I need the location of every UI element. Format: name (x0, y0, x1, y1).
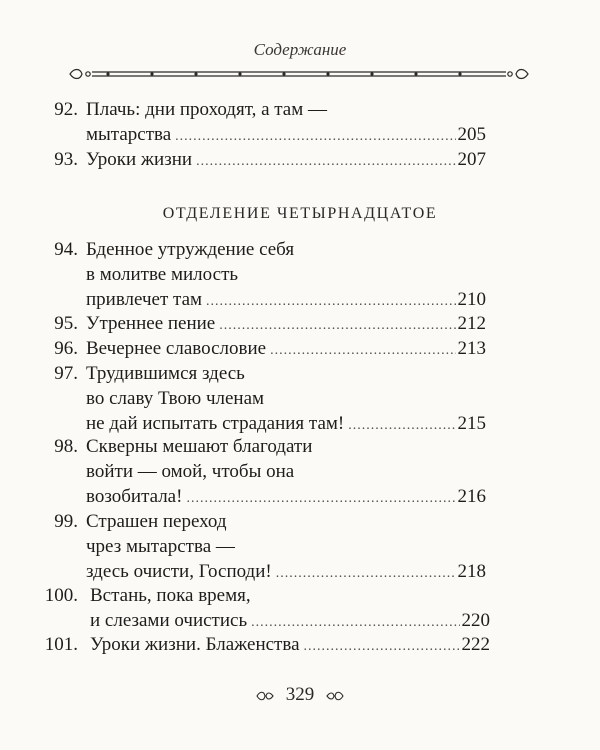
section-title: ОТДЕЛЕНИЕ ЧЕТЫРНАДЦАТОЕ (162, 205, 438, 222)
entry-title-line: чрез мытарства — (86, 536, 235, 557)
entry-title-line: Скверны мешают благодати (86, 436, 313, 457)
entry-number: 94. (54, 239, 78, 260)
entry-title-line: возобитала! (86, 486, 183, 507)
entry-page-number: 215 (457, 413, 486, 434)
dot-leader (186, 486, 455, 511)
entry-title-line: в молитве милость (86, 264, 239, 285)
entry-page-number: 220 (461, 610, 490, 631)
entry-number: 98. (54, 436, 78, 457)
entry-title-line: Утреннее пение (86, 313, 216, 334)
entry-page-number: 213 (457, 338, 486, 359)
page-folio (0, 684, 600, 706)
entry-title-line: Страшен переход (86, 511, 227, 532)
entry-title-line: привлечет там (86, 289, 203, 310)
entry-number: 99. (54, 511, 78, 532)
entry-number: 95. (54, 313, 78, 334)
entry-number: 100. (44, 585, 78, 606)
folio-ornament-left-icon (256, 691, 274, 701)
entry-title-line: здесь очисти, Господи! (86, 561, 272, 582)
entry-title-line: войти — омой, чтобы она (86, 461, 295, 482)
entry-page-number: 218 (457, 561, 486, 582)
entry-page-number: 207 (457, 149, 486, 170)
entry-number: 92. (54, 99, 78, 120)
dot-leader (304, 634, 460, 659)
entry-title-line: Бденное утруждение себя (86, 239, 295, 260)
entry-page-number: 210 (457, 289, 486, 310)
entry-title-line: Трудившимся здесь (86, 363, 245, 384)
folio-ornament-right-icon (326, 691, 344, 701)
page-number: 329 (285, 684, 315, 705)
entry-page-number: 205 (457, 124, 486, 145)
entry-title-line: и слезами очистись (90, 610, 248, 631)
entry-title-line: Уроки жизни. Блаженства (90, 634, 300, 655)
dot-leader (270, 338, 455, 363)
ornament-rule (68, 66, 530, 82)
entry-page-number: 216 (457, 486, 486, 507)
dot-leader (219, 313, 455, 338)
entry-page-number: 222 (461, 634, 490, 655)
entry-number: 97. (54, 363, 78, 384)
entry-title-line: не дай испытать страдания там! (86, 413, 345, 434)
entry-title-line: Встань, пока время, (90, 585, 251, 606)
entry-number: 96. (54, 338, 78, 359)
entry-number: 93. (54, 149, 78, 170)
entry-title-line: Плачь: дни проходят, а там — (86, 99, 328, 120)
entry-title-line: Уроки жизни (86, 149, 193, 170)
entry-number: 101. (44, 634, 78, 655)
entry-title-line: мытарства (86, 124, 172, 145)
running-head: Содержание (253, 40, 347, 59)
entry-title-line: во славу Твою членам (86, 388, 265, 409)
entry-title-line: Вечернее славословие (86, 338, 267, 359)
dot-leader (196, 149, 455, 174)
dot-leader (175, 124, 455, 149)
entry-page-number: 212 (457, 313, 486, 334)
